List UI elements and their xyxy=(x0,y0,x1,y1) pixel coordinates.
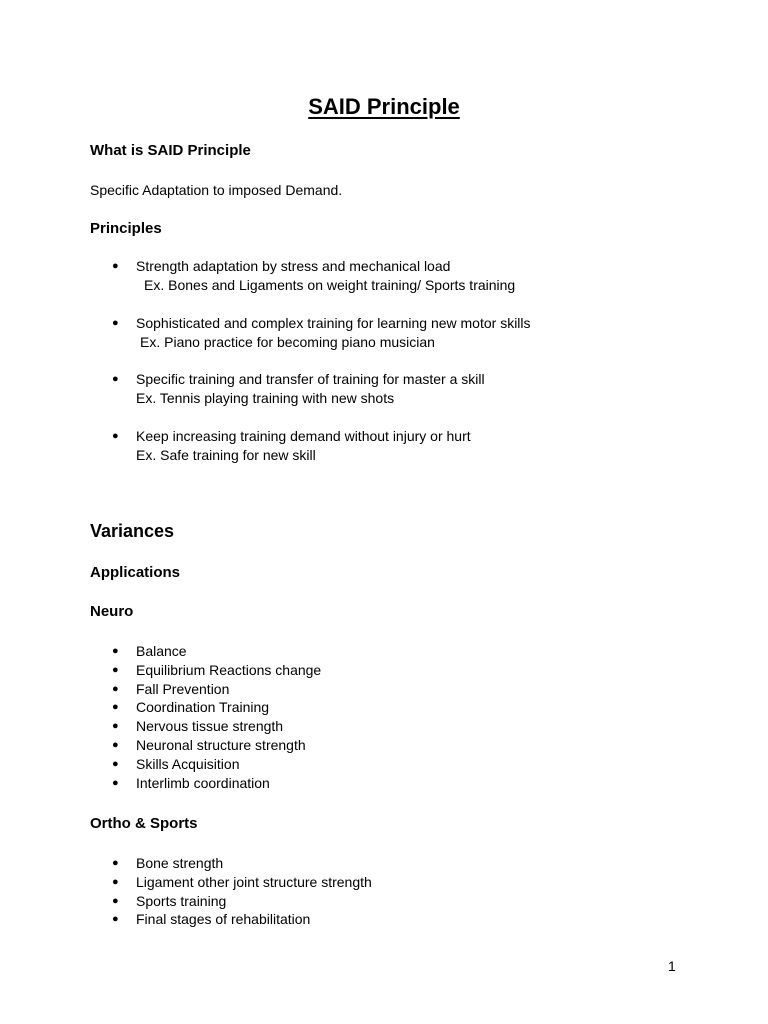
list-item xyxy=(0,873,372,892)
neuro-item-text: Fall Prevention xyxy=(136,680,230,697)
principle-example: Ex. Safe training for new skill xyxy=(136,447,316,463)
bullet-icon: ● xyxy=(112,875,119,888)
variances-heading: Variances xyxy=(90,521,175,541)
bullet-icon: ● xyxy=(112,373,119,385)
neuro-item-text: Equilibrium Reactions change xyxy=(136,661,322,678)
list-item xyxy=(0,680,321,699)
list-item xyxy=(0,698,321,717)
principle-text: Sophisticated and complex training for learning new motor skills xyxy=(136,315,531,331)
list-item xyxy=(0,854,372,873)
ortho-list xyxy=(0,854,372,929)
neuro-list xyxy=(0,642,321,792)
bullet-icon: ● xyxy=(112,857,119,869)
principle-example: Ex. Bones and Ligaments on weight training/ Sports training xyxy=(144,277,516,293)
neuro-item-text: Neuronal structure strength xyxy=(136,736,306,753)
principle-text: Keep increasing training demand without injury or hurt xyxy=(136,428,471,444)
ortho-sports-heading: Ortho & Sports xyxy=(90,815,198,832)
principle-text: Specific training and transfer of training for master a skill xyxy=(136,371,485,387)
page-number: 1 xyxy=(668,958,676,974)
bullet-icon: ● xyxy=(112,317,119,329)
bullet-icon: ● xyxy=(112,720,119,733)
neuro-item-text: Interlimb coordination xyxy=(136,774,270,791)
bullet-icon: ● xyxy=(112,260,119,272)
definition-text: Specific Adaptation to imposed Demand. xyxy=(90,182,343,198)
bullet-icon: ● xyxy=(112,913,119,926)
list-item xyxy=(0,736,321,755)
bullet-icon: ● xyxy=(112,645,119,657)
principles-heading: Principles xyxy=(90,220,162,237)
list-item xyxy=(0,892,372,911)
list-item xyxy=(0,910,372,929)
document-title: SAID Principle xyxy=(308,94,460,119)
list-item xyxy=(0,661,321,680)
list-item xyxy=(0,755,321,774)
neuro-heading: Neuro xyxy=(90,603,134,620)
principle-example: Ex. Piano practice for becoming piano musician xyxy=(140,334,435,350)
bullet-icon: ● xyxy=(112,663,119,676)
neuro-item-text: Coordination Training xyxy=(136,699,270,716)
ortho-item-text: Ligament other joint structure strength xyxy=(136,873,372,890)
bullet-icon: ● xyxy=(112,757,119,770)
list-item xyxy=(0,642,321,661)
bullet-icon: ● xyxy=(112,776,119,789)
bullet-icon: ● xyxy=(112,682,119,695)
bullet-icon: ● xyxy=(112,430,119,442)
ortho-item-text: Final stages of rehabilitation xyxy=(136,911,311,928)
neuro-item-text: Skills Acquisition xyxy=(136,755,240,772)
list-item xyxy=(0,774,321,793)
bullet-icon: ● xyxy=(112,894,119,907)
bullet-icon: ● xyxy=(112,701,119,714)
neuro-item-text: Balance xyxy=(136,643,187,659)
what-is-heading: What is SAID Principle xyxy=(90,142,251,159)
principle-text: Strength adaptation by stress and mechanical load xyxy=(136,258,451,274)
bullet-icon: ● xyxy=(112,738,119,751)
neuro-item-text: Nervous tissue strength xyxy=(136,718,284,735)
ortho-item-text: Sports training xyxy=(136,892,227,909)
ortho-item-text: Bone strength xyxy=(136,855,224,871)
principle-example: Ex. Tennis playing training with new shots xyxy=(136,390,395,406)
applications-heading: Applications xyxy=(90,564,181,581)
list-item xyxy=(0,717,321,736)
